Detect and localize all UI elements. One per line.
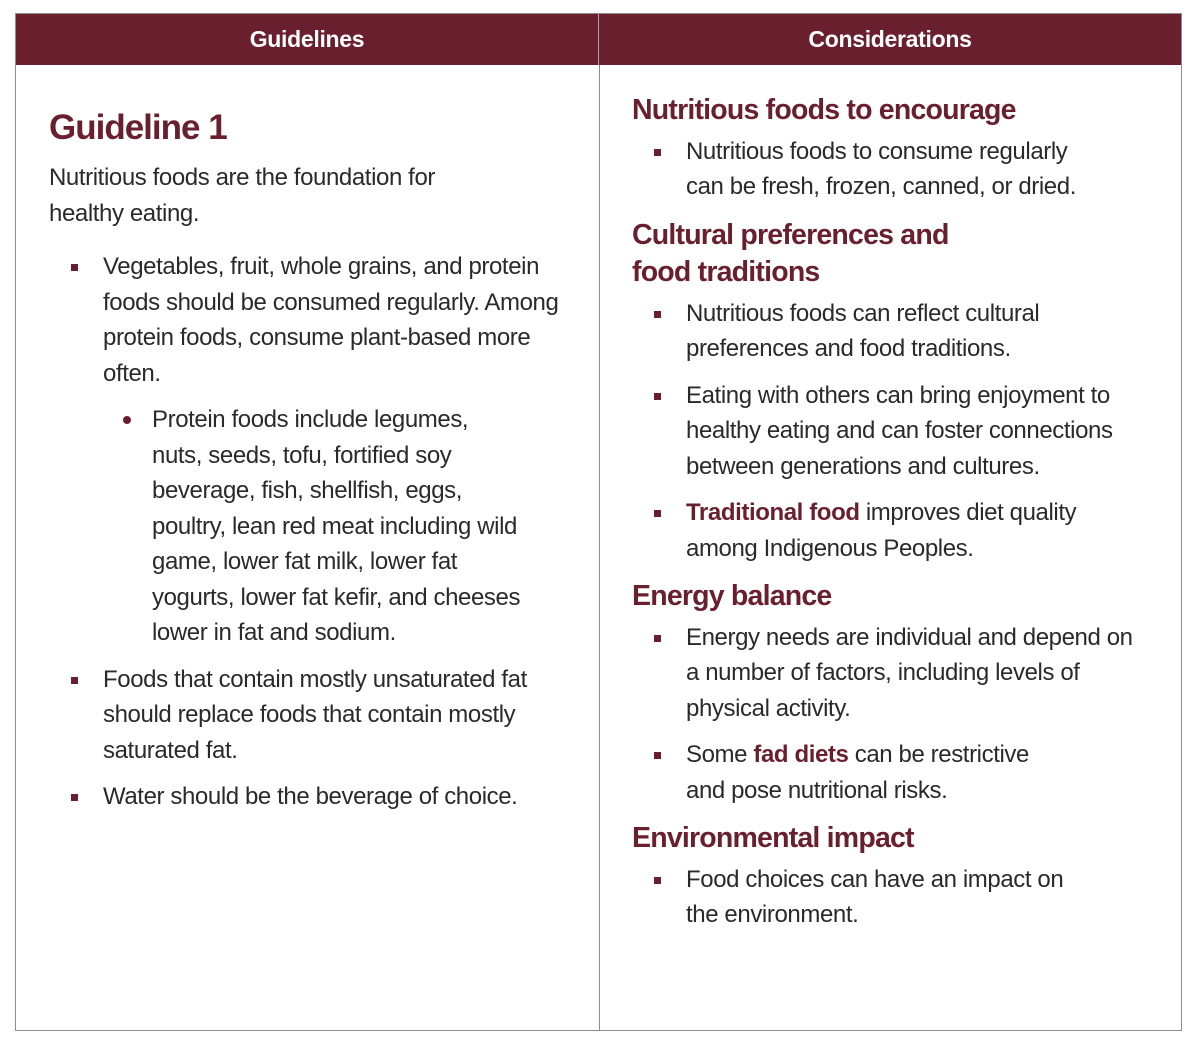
bullet-text: can be restrictive and pose nutritional risks. <box>686 741 1029 804</box>
guideline-bullet-3: Water should be the beverage of choice. <box>103 783 518 810</box>
guidelines-column <box>49 106 579 826</box>
list-item <box>632 862 1072 933</box>
section-heading-line-2: food traditions <box>632 256 820 288</box>
section-bullet-list <box>632 862 1072 933</box>
highlight-fad-diets: fad diets <box>753 741 849 768</box>
list-item <box>632 620 1142 727</box>
guideline-title: Guideline 1 <box>49 108 227 147</box>
list-item <box>49 779 561 815</box>
guidelines-table <box>15 13 1182 1031</box>
section-heading: Environmental impact <box>632 822 914 854</box>
bullet-text-pre: Some <box>686 741 754 768</box>
bullet-text: improves diet quality among Indigenous Peoples. <box>686 499 1077 562</box>
guideline-sub-bullet: Protein foods include legumes, nuts, seeds, tofu, fortified soy beverage, fish, shellfish, eggs, poultry, lean red meat including wild game, lower fat milk, lower fat yogurts, lower fat kefir, and cheeses lower in fat and sodium. <box>152 406 521 646</box>
guideline-bullet-2: Foods that contain mostly unsaturated fat should replace foods that contain mostly saturated fat. <box>103 665 527 764</box>
section-heading: Nutritious foods to encourage <box>632 94 1016 126</box>
header-considerations: Considerations <box>808 26 972 52</box>
section-cultural-preferences <box>632 217 1162 567</box>
list-item <box>632 296 1082 367</box>
guideline-bullet-list <box>49 249 561 815</box>
column-divider <box>599 65 600 1031</box>
list-item <box>103 402 523 651</box>
bullet-text: Nutritious foods to consume regularly can be fresh, frozen, canned, or dried. <box>686 137 1076 200</box>
considerations-column <box>632 92 1162 945</box>
section-heading-line-1: Cultural preferences and <box>632 218 949 251</box>
guideline-bullet-1: Vegetables, fruit, whole grains, and protein foods should be consumed regularly. Among protein foods, consume plant-based more often. <box>103 253 559 387</box>
section-heading <box>632 217 1162 292</box>
bullet-text: Energy needs are individual and depend on a number of factors, including levels of physical activity. <box>686 623 1133 722</box>
table-header-row <box>16 14 1181 65</box>
highlight-traditional-food: Traditional food <box>686 499 860 526</box>
list-item <box>632 378 1122 485</box>
bullet-text: Food choices can have an impact on the environment. <box>686 865 1064 928</box>
list-item <box>49 249 561 651</box>
section-bullet-list <box>632 134 1102 205</box>
guideline-intro: Nutritious foods are the foundation for healthy eating. <box>49 164 435 227</box>
guideline-sub-list <box>103 402 523 651</box>
list-item <box>632 737 1062 808</box>
bullet-text: Nutritious foods can reflect cultural preferences and food traditions. <box>686 299 1040 362</box>
header-guidelines: Guidelines <box>16 14 599 65</box>
list-item <box>632 134 1102 205</box>
section-nutritious-foods <box>632 92 1162 205</box>
section-energy-balance <box>632 578 1162 808</box>
section-bullet-list <box>632 620 1142 809</box>
section-environmental-impact <box>632 820 1162 933</box>
bullet-text: Eating with others can bring enjoyment to healthy eating and can foster connections between generations and cultures. <box>686 381 1113 480</box>
list-item <box>49 662 561 769</box>
section-bullet-list <box>632 296 1113 567</box>
list-item <box>632 495 1122 566</box>
section-heading: Energy balance <box>632 580 832 612</box>
